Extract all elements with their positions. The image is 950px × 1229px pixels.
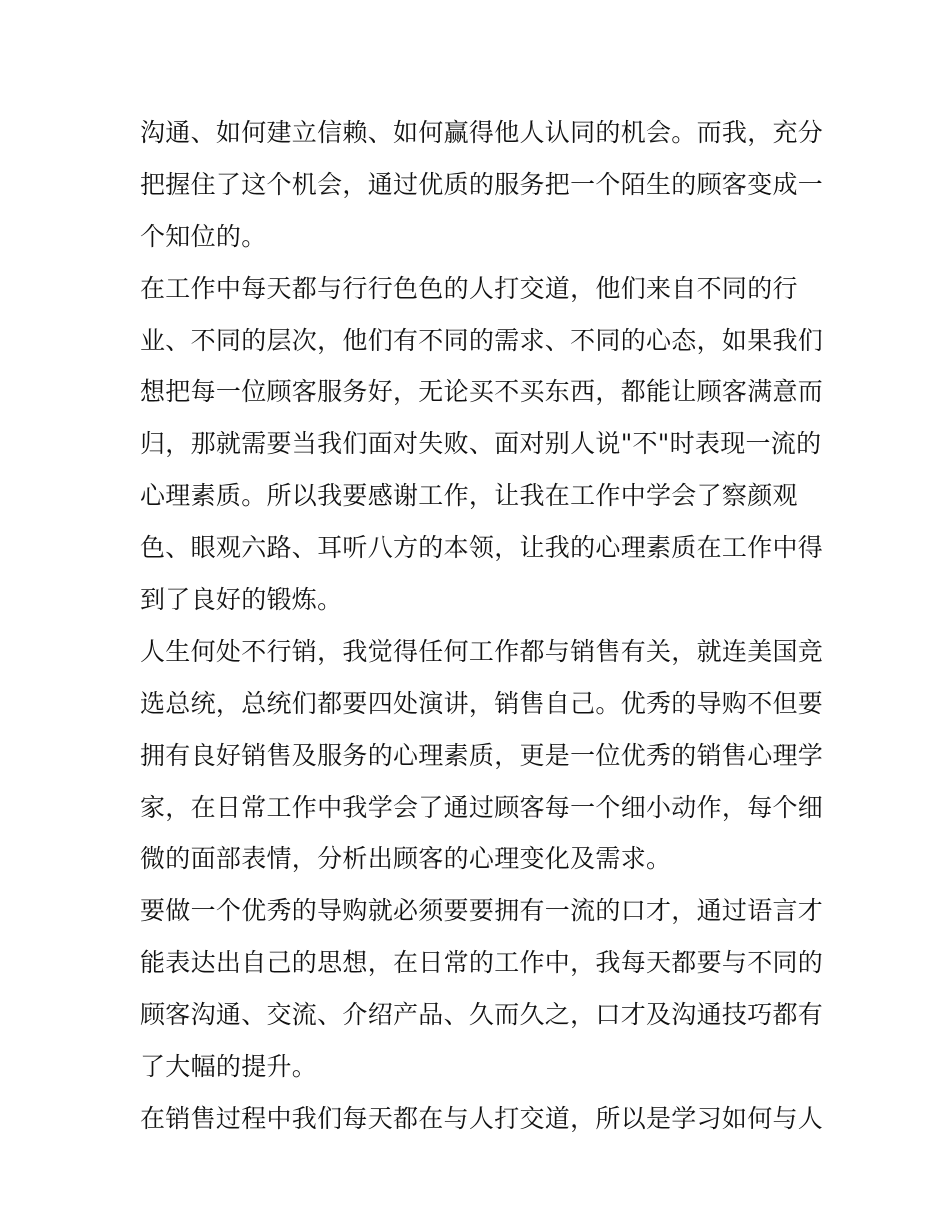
text-line: 拥有良好销售及服务的心理素质，更是一位优秀的销售心理学 xyxy=(140,740,824,770)
text-line: 了大幅的提升。 xyxy=(140,1052,318,1082)
text-line: 沟通、如何建立信赖、如何赢得他人认同的机会。而我，充分 xyxy=(140,118,824,147)
text-line: 色、眼观六路、耳听八方的本领，让我的心理素质在工作中得 xyxy=(140,533,824,563)
text-line: 把握住了这个机会，通过优质的服务把一个陌生的顾客变成一 xyxy=(140,169,824,199)
text-line: 个知位的。 xyxy=(140,221,267,251)
text-line: 心理素质。所以我要感谢工作，让我在工作中学会了察颜观 xyxy=(140,481,798,511)
text-line: 人生何处不行销，我觉得任何工作都与销售有关，就连美国竞 xyxy=(140,636,824,666)
text-line: 在工作中每天都与行行色色的人打交道，他们来自不同的行 xyxy=(140,273,798,303)
text-line: 要做一个优秀的导购就必须要要拥有一流的口才，通过语言才 xyxy=(140,896,824,926)
text-line: 能表达出自己的思想，在日常的工作中，我每天都要与不同的 xyxy=(140,948,824,978)
text-line: 归，那就需要当我们面对失败、面对别人说"不"时表现一流的 xyxy=(140,429,822,459)
text-line: 在销售过程中我们每天都在与人打交道，所以是学习如何与人 xyxy=(140,1103,824,1133)
text-line: 微的面部表情，分析出顾客的心理变化及需求。 xyxy=(140,844,672,874)
document-body xyxy=(140,107,824,1145)
text-line: 业、不同的层次，他们有不同的需求、不同的心态，如果我们 xyxy=(140,325,824,355)
text-line: 到了良好的锻炼。 xyxy=(140,585,343,615)
text-line: 顾客沟通、交流、介绍产品、久而久之，口才及沟通技巧都有 xyxy=(140,1000,824,1030)
text-line: 选总统，总统们都要四处演讲，销售自己。优秀的导购不但要 xyxy=(140,688,824,718)
text-line: 想把每一位顾客服务好，无论买不买东西，都能让顾客满意而 xyxy=(140,377,824,407)
text-line: 家，在日常工作中我学会了通过顾客每一个细小动作，每个细 xyxy=(140,792,824,822)
